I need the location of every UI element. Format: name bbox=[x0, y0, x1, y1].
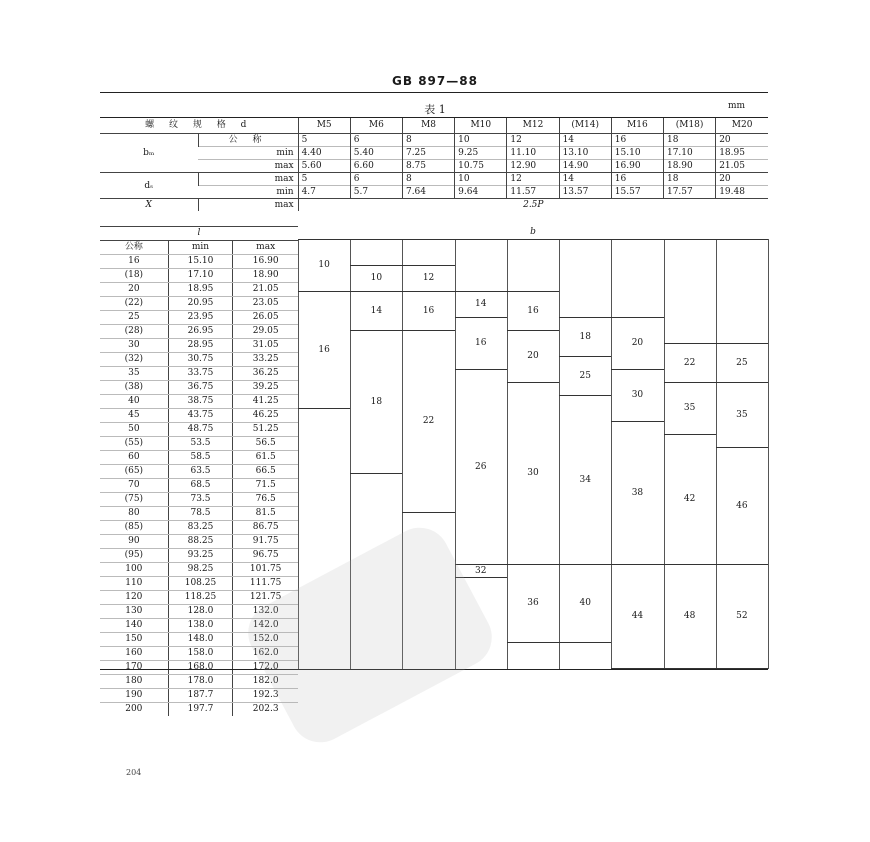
l-min: 197.7 bbox=[168, 703, 233, 716]
bm-nominal-row bbox=[100, 134, 768, 147]
l-min: 83.25 bbox=[168, 521, 233, 534]
l-min: 73.5 bbox=[168, 493, 233, 506]
b-block-edge bbox=[402, 512, 454, 513]
l-min: 158.0 bbox=[168, 647, 233, 660]
ds-min: 15.57 bbox=[611, 186, 663, 199]
l-row bbox=[100, 338, 298, 352]
thread-size-cell: M5 bbox=[298, 118, 350, 134]
b-value: 40 bbox=[579, 598, 591, 608]
l-max: 18.90 bbox=[232, 269, 298, 282]
b-value: 38 bbox=[631, 487, 644, 498]
b-value: 20 bbox=[527, 351, 539, 361]
l-nominal: (28) bbox=[124, 326, 144, 336]
l-min: 43.75 bbox=[168, 409, 233, 422]
b-block-edge bbox=[559, 395, 611, 396]
bm-nominal: 8 bbox=[402, 134, 454, 147]
ds-max-row bbox=[100, 173, 768, 186]
l-max: 26.05 bbox=[232, 311, 298, 324]
l-nominal-header: 公称 bbox=[124, 242, 143, 252]
b-value: 25 bbox=[579, 370, 591, 381]
ds-max: 14 bbox=[559, 173, 611, 186]
l-nominal: 120 bbox=[125, 592, 143, 602]
bm-max: 10.75 bbox=[455, 160, 507, 173]
b-value: 48 bbox=[683, 611, 696, 621]
b-block-edge bbox=[611, 369, 663, 370]
l-min: 168.0 bbox=[168, 661, 233, 674]
l-nominal: 180 bbox=[125, 676, 143, 686]
l-max: 23.05 bbox=[232, 297, 298, 310]
thread-size-cell: M20 bbox=[716, 118, 768, 134]
l-row bbox=[100, 268, 298, 282]
bm-max: 8.75 bbox=[402, 160, 454, 173]
ds-min: 7.64 bbox=[402, 186, 454, 199]
l-label-row bbox=[100, 226, 298, 240]
l-min: 20.95 bbox=[168, 297, 233, 310]
bm-nominal: 16 bbox=[611, 134, 663, 147]
thread-size-cell: (M14) bbox=[559, 118, 611, 134]
l-row bbox=[100, 366, 298, 380]
b-block-edge bbox=[402, 330, 454, 331]
l-row bbox=[100, 520, 298, 534]
bm-nominal: 14 bbox=[559, 134, 611, 147]
b-block-edge bbox=[716, 343, 768, 344]
b-block-edge bbox=[507, 642, 559, 643]
l-nominal: 25 bbox=[128, 312, 140, 322]
l-row bbox=[100, 478, 298, 492]
l-min: 38.75 bbox=[168, 395, 233, 408]
l-row bbox=[100, 590, 298, 604]
l-row bbox=[100, 688, 298, 702]
thread-size-cell: M10 bbox=[455, 118, 507, 134]
ds-min: 9.64 bbox=[455, 186, 507, 199]
l-min: 68.5 bbox=[168, 479, 233, 492]
l-nominal: 35 bbox=[128, 368, 140, 378]
b-header-line bbox=[298, 239, 768, 240]
ds-max: 12 bbox=[507, 173, 559, 186]
l-row bbox=[100, 576, 298, 590]
table-title: 表 1 bbox=[424, 103, 446, 116]
bm-nominal: 12 bbox=[507, 134, 559, 147]
bm-min: 5.40 bbox=[350, 147, 402, 160]
bm-max: 21.05 bbox=[716, 160, 768, 173]
l-max: 41.25 bbox=[232, 395, 298, 408]
bm-nominal: 6 bbox=[350, 134, 402, 147]
b-block-edge bbox=[716, 382, 768, 383]
b-value: 22 bbox=[422, 416, 435, 426]
b-value: 52 bbox=[736, 611, 748, 621]
b-block-edge bbox=[350, 473, 402, 474]
ds-max: 6 bbox=[350, 173, 402, 186]
l-max: 142.0 bbox=[232, 619, 298, 632]
b-block-edge bbox=[350, 265, 402, 266]
l-row bbox=[100, 534, 298, 548]
l-max: 81.5 bbox=[232, 507, 298, 520]
b-block-edge bbox=[402, 265, 454, 266]
b-value: 18 bbox=[370, 396, 383, 407]
l-min: 17.10 bbox=[168, 269, 233, 282]
l-nominal: (22) bbox=[124, 298, 144, 308]
l-min: 108.25 bbox=[168, 577, 233, 590]
thread-size-cell: M8 bbox=[402, 118, 454, 134]
l-min: 33.75 bbox=[168, 367, 233, 380]
l-min: 26.95 bbox=[168, 325, 233, 338]
l-max: 192.3 bbox=[232, 689, 298, 702]
b-block-edge bbox=[559, 317, 611, 318]
l-nominal: 40 bbox=[128, 396, 140, 406]
page-number: 204 bbox=[126, 768, 142, 777]
l-max: 39.25 bbox=[232, 381, 298, 394]
b-block-edge bbox=[507, 564, 559, 565]
b-block-edge bbox=[559, 642, 611, 643]
ds-min: 11.57 bbox=[507, 186, 559, 199]
b-value: 46 bbox=[736, 500, 748, 511]
l-max: 111.75 bbox=[232, 577, 298, 590]
l-header-row bbox=[100, 240, 298, 254]
l-max: 86.75 bbox=[232, 521, 298, 534]
l-max-header: max bbox=[232, 241, 298, 254]
l-max: 182.0 bbox=[232, 675, 298, 688]
l-nominal: (95) bbox=[124, 550, 144, 560]
ds-min: 4.7 bbox=[298, 186, 350, 199]
l-row bbox=[100, 450, 298, 464]
bm-nominal: 20 bbox=[716, 134, 768, 147]
b-column-line bbox=[559, 239, 560, 669]
l-row bbox=[100, 352, 298, 366]
l-row bbox=[100, 310, 298, 324]
b-value: 10 bbox=[318, 260, 330, 270]
ds-max: 10 bbox=[455, 173, 507, 186]
b-block-edge bbox=[455, 369, 507, 370]
b-block-edge bbox=[350, 330, 402, 331]
bm-max-row bbox=[100, 160, 768, 173]
b-column-line bbox=[507, 239, 508, 669]
l-max: 33.25 bbox=[232, 353, 298, 366]
b-value: 16 bbox=[422, 305, 435, 316]
b-value: 36 bbox=[527, 598, 539, 608]
bm-nominal: 18 bbox=[663, 134, 715, 147]
l-min: 88.25 bbox=[168, 535, 233, 548]
b-block-edge bbox=[507, 382, 559, 383]
l-nominal: (18) bbox=[124, 270, 144, 280]
l-min: 53.5 bbox=[168, 437, 233, 450]
l-min: 138.0 bbox=[168, 619, 233, 632]
unit-label: mm bbox=[728, 101, 746, 111]
l-max: 66.5 bbox=[232, 465, 298, 478]
l-min: 58.5 bbox=[168, 451, 233, 464]
b-value: 22 bbox=[683, 357, 696, 368]
l-nominal: 90 bbox=[128, 536, 140, 546]
b-value: 35 bbox=[736, 409, 748, 420]
x-max-label: max bbox=[198, 199, 298, 212]
bm-max: 14.90 bbox=[559, 160, 611, 173]
l-nominal: (75) bbox=[124, 494, 144, 504]
b-value: 12 bbox=[422, 273, 435, 283]
l-max: 56.5 bbox=[232, 437, 298, 450]
l-max: 132.0 bbox=[232, 605, 298, 618]
thread-size-cell: M12 bbox=[507, 118, 559, 134]
ds-max: 18 bbox=[663, 173, 715, 186]
l-min: 78.5 bbox=[168, 507, 233, 520]
ds-max: 8 bbox=[402, 173, 454, 186]
b-value: 14 bbox=[370, 305, 383, 316]
l-row bbox=[100, 436, 298, 450]
l-min: 118.25 bbox=[168, 591, 233, 604]
l-max: 16.90 bbox=[232, 255, 298, 268]
ds-label: dₛ bbox=[100, 173, 198, 199]
b-value: 35 bbox=[683, 403, 696, 413]
b-block-edge bbox=[507, 330, 559, 331]
l-min: 30.75 bbox=[168, 353, 233, 366]
bm-min: 13.10 bbox=[559, 147, 611, 160]
b-column-line bbox=[716, 239, 717, 669]
l-nominal: 20 bbox=[128, 284, 140, 294]
l-max: 76.5 bbox=[232, 493, 298, 506]
l-max: 51.25 bbox=[232, 423, 298, 436]
bm-min-row bbox=[100, 147, 768, 160]
bm-min-label: min bbox=[198, 147, 298, 160]
b-value: 26 bbox=[475, 461, 487, 472]
b-value: 44 bbox=[631, 611, 644, 621]
l-nominal: (55) bbox=[124, 438, 144, 448]
b-value: 16 bbox=[527, 305, 539, 316]
l-max: 202.3 bbox=[232, 703, 298, 716]
l-max: 91.75 bbox=[232, 535, 298, 548]
b-column-line bbox=[664, 239, 665, 669]
ds-min: 13.57 bbox=[559, 186, 611, 199]
l-nominal: 140 bbox=[125, 620, 143, 630]
l-row bbox=[100, 324, 298, 338]
b-block-edge bbox=[559, 564, 611, 565]
l-max: 36.25 bbox=[232, 367, 298, 380]
l-row bbox=[100, 422, 298, 436]
b-value: 16 bbox=[475, 338, 487, 348]
l-nominal: (85) bbox=[124, 522, 144, 532]
l-row bbox=[100, 296, 298, 310]
standard-code: GB 897—88 bbox=[392, 74, 478, 88]
l-nominal: 190 bbox=[125, 690, 143, 700]
l-min: 36.75 bbox=[168, 381, 233, 394]
bm-min: 17.10 bbox=[663, 147, 715, 160]
l-nominal: 130 bbox=[125, 606, 143, 616]
l-min: 178.0 bbox=[168, 675, 233, 688]
l-row bbox=[100, 548, 298, 562]
b-value: 34 bbox=[579, 474, 591, 485]
x-label: X bbox=[100, 199, 198, 212]
ds-max-label: max bbox=[198, 173, 298, 186]
l-min: 18.95 bbox=[168, 283, 233, 296]
l-row bbox=[100, 394, 298, 408]
bm-nominal: 5 bbox=[298, 134, 350, 147]
l-nominal: 150 bbox=[125, 634, 143, 644]
l-row bbox=[100, 464, 298, 478]
l-max: 96.75 bbox=[232, 549, 298, 562]
l-row bbox=[100, 282, 298, 296]
b-value: 30 bbox=[631, 390, 644, 400]
ds-max: 5 bbox=[298, 173, 350, 186]
b-value: 14 bbox=[475, 299, 487, 309]
l-max: 31.05 bbox=[232, 339, 298, 352]
b-block-edge bbox=[559, 356, 611, 357]
bm-min: 9.25 bbox=[455, 147, 507, 160]
l-nominal: (38) bbox=[124, 382, 144, 392]
b-block-edge bbox=[507, 291, 559, 292]
b-label: b bbox=[530, 227, 536, 237]
l-row bbox=[100, 380, 298, 394]
l-max: 101.75 bbox=[232, 563, 298, 576]
ds-min: 19.48 bbox=[716, 186, 768, 199]
l-min-header: min bbox=[168, 241, 233, 254]
l-min: 28.95 bbox=[168, 339, 233, 352]
b-block-edge bbox=[402, 291, 454, 292]
l-nominal: (65) bbox=[124, 466, 144, 476]
l-nominal: 170 bbox=[125, 662, 143, 672]
b-block-edge bbox=[664, 343, 716, 344]
l-row bbox=[100, 562, 298, 576]
bm-nominal-label: 公 称 bbox=[198, 134, 298, 147]
l-min: 148.0 bbox=[168, 633, 233, 646]
b-block-edge bbox=[611, 317, 663, 318]
l-row bbox=[100, 702, 298, 716]
ds-min: 17.57 bbox=[663, 186, 715, 199]
bm-max-label: max bbox=[198, 160, 298, 173]
thread-size-row bbox=[100, 118, 768, 134]
b-column-line bbox=[611, 239, 612, 669]
l-nominal: 80 bbox=[128, 508, 140, 518]
bm-min: 11.10 bbox=[507, 147, 559, 160]
bm-min: 15.10 bbox=[611, 147, 663, 160]
top-rule bbox=[100, 92, 768, 93]
b-block-edge bbox=[611, 421, 663, 422]
l-nominal: 50 bbox=[128, 424, 140, 434]
ds-max: 16 bbox=[611, 173, 663, 186]
bm-min: 18.95 bbox=[716, 147, 768, 160]
l-max: 61.5 bbox=[232, 451, 298, 464]
ds-min: 5.7 bbox=[350, 186, 402, 199]
b-block-edge bbox=[350, 291, 402, 292]
l-nominal: 160 bbox=[125, 648, 143, 658]
l-min: 23.95 bbox=[168, 311, 233, 324]
b-value: 16 bbox=[318, 344, 330, 355]
l-row bbox=[100, 408, 298, 422]
thread-size-cell: (M18) bbox=[663, 118, 715, 134]
bm-max: 6.60 bbox=[350, 160, 402, 173]
l-min: 48.75 bbox=[168, 423, 233, 436]
bm-min: 7.25 bbox=[402, 147, 454, 160]
l-min: 98.25 bbox=[168, 563, 233, 576]
bm-max: 16.90 bbox=[611, 160, 663, 173]
thread-size-cell: M16 bbox=[611, 118, 663, 134]
l-nominal: 16 bbox=[128, 256, 140, 266]
bm-min: 4.40 bbox=[298, 147, 350, 160]
b-block-edge bbox=[298, 239, 350, 240]
l-row bbox=[100, 492, 298, 506]
b-value: 42 bbox=[683, 494, 696, 504]
l-min: 15.10 bbox=[168, 255, 233, 268]
bm-label: bₘ bbox=[100, 134, 198, 173]
l-nominal: 45 bbox=[128, 410, 140, 420]
ds-min-row bbox=[100, 186, 768, 199]
l-max: 172.0 bbox=[232, 661, 298, 674]
l-min: 63.5 bbox=[168, 465, 233, 478]
ds-min-label: min bbox=[198, 186, 298, 199]
l-max: 46.25 bbox=[232, 409, 298, 422]
x-row bbox=[100, 199, 768, 212]
x-value: 2.5P bbox=[298, 199, 768, 212]
b-block-edge bbox=[298, 291, 350, 292]
l-nominal: 200 bbox=[125, 704, 143, 714]
l-max: 121.75 bbox=[232, 591, 298, 604]
b-block-edge bbox=[455, 291, 507, 292]
b-value: 10 bbox=[370, 273, 383, 283]
l-nominal: 70 bbox=[128, 480, 140, 490]
l-label: l bbox=[197, 228, 201, 238]
l-min: 128.0 bbox=[168, 605, 233, 618]
b-value: 30 bbox=[527, 468, 539, 478]
l-max: 21.05 bbox=[232, 283, 298, 296]
b-value: 32 bbox=[475, 565, 487, 576]
l-max: 29.05 bbox=[232, 325, 298, 338]
bm-max: 5.60 bbox=[298, 160, 350, 173]
l-row bbox=[100, 254, 298, 268]
l-nominal: 30 bbox=[128, 340, 140, 350]
bm-max: 12.90 bbox=[507, 160, 559, 173]
l-min: 93.25 bbox=[168, 549, 233, 562]
l-nominal: 110 bbox=[125, 578, 143, 588]
b-block-edge bbox=[716, 447, 768, 448]
l-max: 162.0 bbox=[232, 647, 298, 660]
l-max: 71.5 bbox=[232, 479, 298, 492]
b-block-edge bbox=[298, 408, 350, 409]
ds-max: 20 bbox=[716, 173, 768, 186]
b-value: 18 bbox=[579, 331, 591, 342]
b-block-edge bbox=[664, 382, 716, 383]
b-block-edge bbox=[664, 434, 716, 435]
l-max: 152.0 bbox=[232, 633, 298, 646]
b-column-line bbox=[768, 239, 769, 669]
b-block-edge bbox=[455, 317, 507, 318]
spec-table bbox=[100, 117, 768, 211]
l-min: 187.7 bbox=[168, 689, 233, 702]
l-nominal: 60 bbox=[128, 452, 140, 462]
l-nominal: (32) bbox=[124, 354, 144, 364]
l-row bbox=[100, 506, 298, 520]
l-nominal: 100 bbox=[125, 564, 143, 574]
b-value: 25 bbox=[736, 357, 748, 368]
b-block-edge bbox=[664, 564, 716, 565]
b-value: 20 bbox=[631, 338, 644, 348]
bm-max: 18.90 bbox=[663, 160, 715, 173]
bm-nominal: 10 bbox=[455, 134, 507, 147]
b-block-edge bbox=[716, 564, 768, 565]
thread-size-header: 螺 纹 规 格 d bbox=[100, 118, 298, 134]
b-block-edge bbox=[611, 564, 663, 565]
thread-size-cell: M6 bbox=[350, 118, 402, 134]
